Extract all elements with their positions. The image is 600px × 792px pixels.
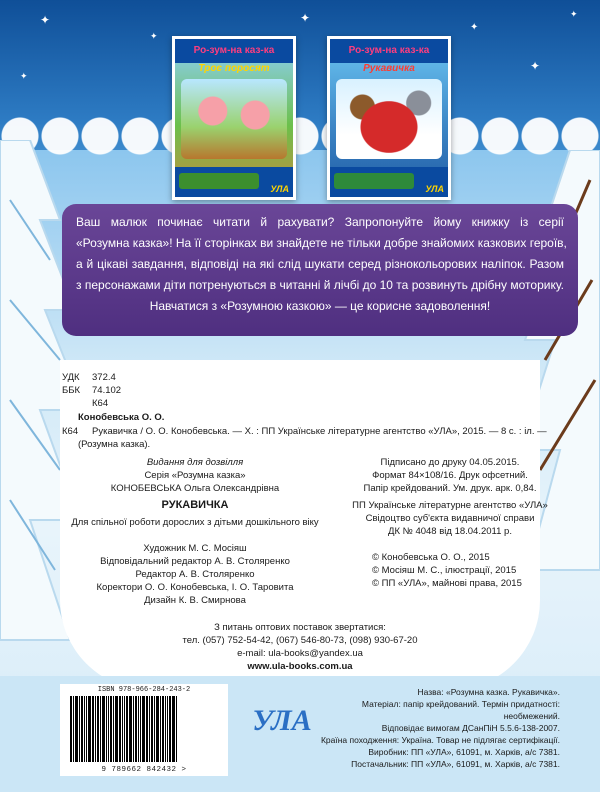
editor-credit: Редактор А. В. Столяренко: [135, 569, 255, 580]
series-logo: Ро-зум-на каз-ка: [175, 39, 293, 63]
bibliographic-series: (Розумна казка).: [78, 439, 151, 450]
product-info-line: Відповідає вимогам ДСанПіН 5.5.6-138-2007.: [381, 723, 560, 733]
product-info-line: Виробник: ПП «УЛА», 61091, м. Харків, а/с 7381.: [368, 747, 560, 757]
cutter-code: К64: [92, 398, 109, 409]
product-info-line: Назва: «Розумна казка. Рукавичка».: [417, 687, 560, 697]
ula-publisher-logo: УЛА: [252, 704, 312, 737]
isbn-barcode: [60, 684, 228, 776]
tasks-banner: [334, 173, 414, 189]
series-name: Серія «Розумна казка»: [144, 470, 246, 481]
certificate-number: ДК № 4048 від 18.04.2011 р.: [388, 526, 512, 537]
proofreaders-credit: Коректори О. О. Конобевська, І. О. Таровита: [96, 582, 294, 593]
wholesale-phones: тел. (057) 752-54-42, (067) 546-80-73, (098) 930-67-20: [182, 635, 418, 646]
publisher-website[interactable]: www.ula-books.com.ua: [247, 661, 353, 672]
format-info: Формат 84×108/16. Друк офсетний.: [372, 470, 528, 481]
bbk-value: 74.102: [92, 385, 122, 396]
star-icon: ✦: [150, 31, 158, 41]
book-footer: [330, 167, 448, 197]
udk-label: УДК: [62, 372, 80, 383]
chief-editor-credit: Відповідальний редактор А. В. Столяренко: [100, 556, 290, 567]
book-footer: [175, 167, 293, 197]
star-icon: ✦: [530, 59, 541, 73]
star-icon: ✦: [570, 9, 578, 19]
copyright-publisher: © ПП «УЛА», майнові права, 2015: [372, 578, 522, 589]
star-icon: ✦: [40, 13, 51, 27]
udk-value: 372.4: [92, 372, 116, 383]
author-full-name: КОНОБЕВСЬКА Ольга Олександрівна: [110, 483, 280, 494]
book-cover-three-pigs[interactable]: [172, 36, 296, 200]
isbn-number: ISBN 978-966-284-243-2: [97, 686, 191, 694]
tasks-banner: [179, 173, 259, 189]
book-title: Троє поросят: [198, 63, 270, 74]
signed-date: Підписано до друку 04.05.2015.: [380, 457, 520, 468]
designer-credit: Дизайн К. В. Смирнова: [144, 595, 246, 606]
publisher-logo: УЛА: [270, 184, 289, 194]
book-illustration: [181, 79, 287, 159]
promo-line: а й цікаві завдання, відповіді на які слід шукати серед різнокольорових наліпок. Разом: [76, 257, 564, 271]
copyright-illustrator: © Мосіяш М. С., ілюстрації, 2015: [372, 565, 517, 576]
audience: Для спільної роботи дорослих з дітьми дошкільного віку: [71, 517, 319, 528]
artist-credit: Художник М. С. Мосіяш: [143, 543, 247, 554]
promo-line: з персонажами діти потренуються в читанні й лічбі до 10 та розвинуть дрібну моторику.: [76, 278, 564, 292]
bibliographic-record: Рукавичка / О. О. Конобевська. — Х. : ПП Українське літературне агентство «УЛА», 2015. — 8 с. : іл. —: [92, 426, 547, 437]
star-icon: ✦: [20, 71, 28, 81]
wholesale-email[interactable]: e-mail: ula-books@yandex.ua: [237, 648, 363, 659]
barcode-bars: [70, 696, 218, 762]
publisher-name: ПП Українське літературне агентство «УЛА»: [352, 500, 548, 511]
promo-line: «Розумна казка»! На її сторінках ви знайдете не тільки добре знайомих казкових героїв,: [76, 236, 567, 250]
product-info-line: Постачальник: ПП «УЛА», 61091, м. Харків, а/с 7381.: [351, 759, 560, 769]
bbk-label: ББК: [62, 385, 81, 396]
copyright-author: © Конобевська О. О., 2015: [372, 552, 490, 563]
paper-info: Папір крейдований. Ум. друк. арк. 0,84.: [363, 483, 537, 494]
author-heading: Конобевська О. О.: [78, 412, 165, 423]
publisher-certificate: Свідоцтво суб'єкта видавничої справи: [365, 513, 535, 524]
cutter-left: К64: [62, 426, 79, 437]
star-icon: ✦: [470, 22, 479, 33]
edition-type: Видання для дозвілля: [146, 457, 244, 468]
promo-text-box: [62, 204, 578, 336]
book-illustration: [336, 79, 442, 159]
product-info-line: Країна походження: Україна. Товар не підлягає сертифікації.: [320, 735, 560, 745]
star-icon: ✦: [300, 11, 311, 25]
product-info: [320, 686, 560, 770]
wholesale-heading: З питань оптових поставок звертатися:: [214, 622, 386, 633]
promo-line: Навчатися з «Розумною казкою» — це корисне задоволення!: [149, 299, 491, 313]
publisher-logo: УЛА: [425, 184, 444, 194]
book-title-caps: РУКАВИЧКА: [161, 499, 229, 511]
book-title: Рукавичка: [363, 63, 415, 74]
book-cover-mitten[interactable]: [327, 36, 451, 200]
snow-cloud-band: [0, 96, 600, 166]
promo-line: Ваш малюк починає читати й рахувати? Запропонуйте йому книжку із серії: [76, 215, 564, 229]
series-logo: Ро-зум-на каз-ка: [330, 39, 448, 63]
product-info-line: Матеріал: папір крейдований. Термін придатності: необмежений.: [361, 699, 560, 721]
barcode-digits: 9 789662 842432 >: [101, 766, 187, 774]
